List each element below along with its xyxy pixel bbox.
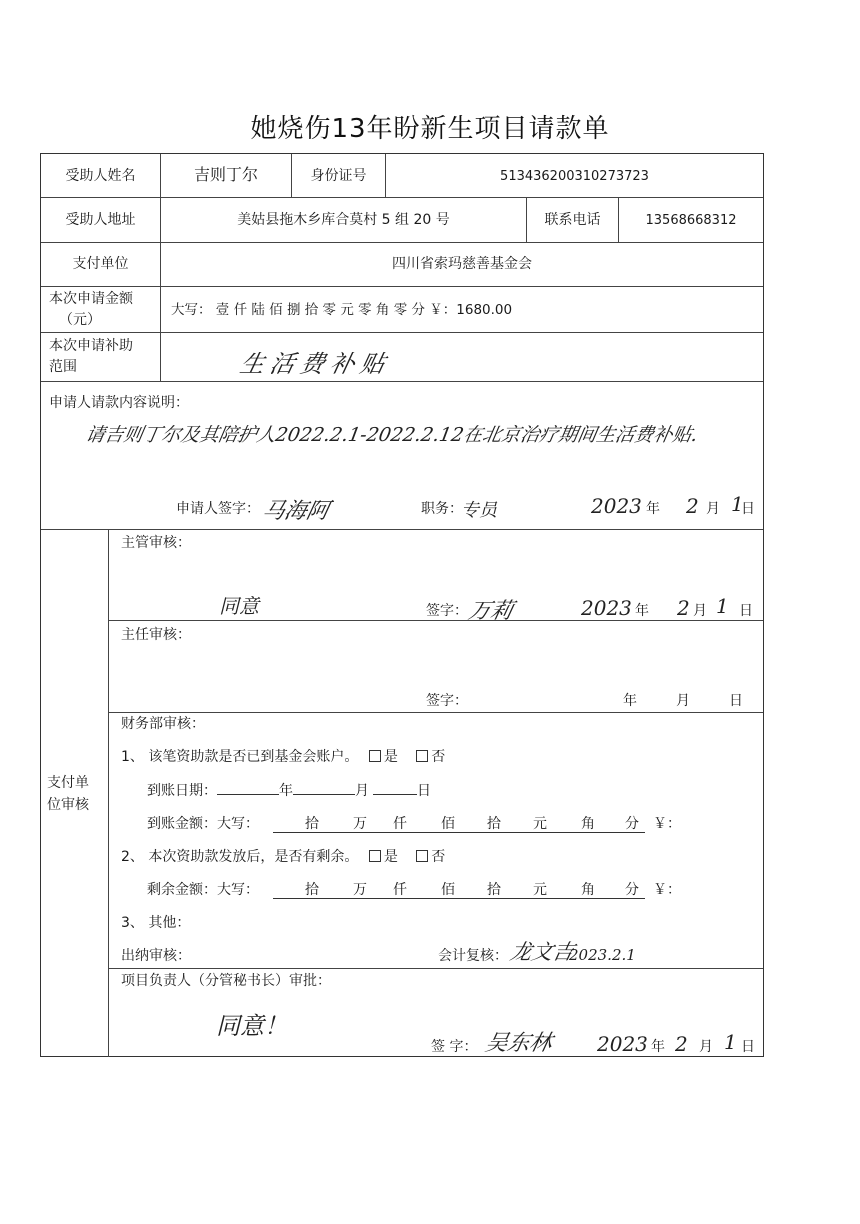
arrival-year-label: 年 bbox=[279, 783, 293, 799]
finance-q1-text: 1、 该笔资助款是否已到基金会账户。 bbox=[121, 749, 359, 765]
director-month-label: 月 bbox=[676, 693, 690, 709]
project-lead-sign-label: 签 字： bbox=[431, 1039, 478, 1055]
accountant-signature: 龙文吉 bbox=[508, 940, 577, 964]
recipient-name-value: 吉则丁尔 bbox=[193, 165, 258, 184]
remaining-unit-2: 仟 bbox=[393, 882, 407, 898]
q1-no-label: 否 bbox=[431, 749, 446, 765]
address-value: 美姑县拖木乡库合莫村 5 组 20 号 bbox=[237, 212, 450, 228]
director-sign-label: 签字： bbox=[426, 693, 468, 709]
project-lead-day-label: 日 bbox=[741, 1039, 755, 1055]
phone-label: 联系电话 bbox=[544, 212, 601, 228]
director-day-label: 日 bbox=[729, 693, 743, 709]
payer-value: 四川省索玛慈善基金会 bbox=[392, 256, 532, 272]
payer-review-label-line1: 支付单 bbox=[47, 775, 89, 791]
arrival-unit-3: 佰 bbox=[441, 816, 455, 832]
position-handwritten: 专员 bbox=[461, 500, 497, 521]
project-lead-opinion: 同意！ bbox=[216, 1012, 288, 1040]
amount-label-line1: 本次申请金额 bbox=[49, 291, 133, 307]
scope-handwritten: 生活费补贴 bbox=[237, 350, 394, 378]
project-lead-date-month: 2 bbox=[675, 1032, 688, 1056]
arrival-month-blank[interactable] bbox=[293, 780, 355, 795]
amount-value: 大写： 壹 仟 陆 佰 捌 拾 零 元 零 角 零 分 ￥：1680.00 bbox=[171, 302, 513, 318]
arrival-unit-0: 拾 bbox=[305, 816, 319, 832]
applicant-date-year: 2023 bbox=[591, 494, 642, 518]
id-number-label: 身份证号 bbox=[310, 168, 367, 184]
arrival-day-blank[interactable] bbox=[373, 780, 417, 795]
recipient-name-label: 受助人姓名 bbox=[65, 168, 136, 184]
remaining-yen-label: ￥： bbox=[653, 882, 681, 898]
project-lead-date-day: 1 bbox=[724, 1030, 737, 1054]
supervisor-year-label: 年 bbox=[635, 603, 649, 619]
finance-review-label: 财务部审核： bbox=[121, 716, 205, 732]
remaining-unit-6: 角 bbox=[581, 882, 595, 898]
accountant-date: 2023.2.1 bbox=[569, 946, 636, 964]
id-number-value: 513436200310273723 bbox=[500, 169, 649, 184]
remaining-unit-3: 佰 bbox=[441, 882, 455, 898]
arrival-unit-4: 拾 bbox=[487, 816, 501, 832]
position-label: 职务： bbox=[421, 501, 463, 517]
q1-no-checkbox[interactable] bbox=[416, 750, 428, 762]
cashier-review-label: 出纳审核： bbox=[121, 948, 191, 964]
payer-label: 支付单位 bbox=[72, 256, 129, 272]
remaining-unit-7: 分 bbox=[625, 882, 639, 898]
q2-yes-checkbox[interactable] bbox=[369, 850, 381, 862]
arrival-month-label: 月 bbox=[355, 783, 369, 799]
project-lead-label: 项目负责人（分管秘书长）审批： bbox=[121, 973, 331, 989]
q1-yes-label: 是 bbox=[383, 749, 398, 765]
supervisor-opinion: 同意 bbox=[219, 594, 259, 618]
arrival-unit-6: 角 bbox=[581, 816, 595, 832]
remaining-unit-0: 拾 bbox=[305, 882, 319, 898]
remaining-amount-label: 剩余金额：大写： bbox=[147, 882, 259, 898]
scope-label-line2: 范围 bbox=[49, 359, 77, 375]
applicant-sign-label: 申请人签字： bbox=[176, 501, 260, 517]
applicant-date-day: 1 bbox=[731, 492, 744, 516]
arrival-yen-label: ￥： bbox=[653, 816, 681, 832]
phone-value: 13568668312 bbox=[645, 213, 737, 228]
supervisor-date-day: 1 bbox=[716, 594, 729, 618]
arrival-day-label: 日 bbox=[417, 783, 431, 799]
form-title: 她烧伤13年盼新生项目请款单 bbox=[250, 114, 610, 144]
arrival-date-row bbox=[147, 780, 431, 800]
project-lead-signature: 吴东林 bbox=[482, 1031, 555, 1056]
applicant-year-label: 年 bbox=[646, 501, 660, 517]
remaining-unit-1: 万 bbox=[353, 882, 367, 898]
project-lead-date-year: 2023 bbox=[597, 1032, 648, 1056]
arrival-unit-2: 仟 bbox=[393, 816, 407, 832]
remaining-unit-4: 拾 bbox=[487, 882, 501, 898]
amount-label-line2: （元） bbox=[59, 312, 101, 328]
supervisor-date-year: 2023 bbox=[581, 596, 632, 620]
director-review-label: 主任审核： bbox=[121, 627, 191, 643]
arrival-unit-5: 元 bbox=[533, 816, 547, 832]
arrival-unit-1: 万 bbox=[353, 816, 367, 832]
address-label: 受助人地址 bbox=[65, 212, 136, 228]
finance-q2 bbox=[121, 848, 445, 866]
supervisor-day-label: 日 bbox=[739, 603, 753, 619]
q1-yes-checkbox[interactable] bbox=[369, 750, 381, 762]
finance-q2-text: 2、 本次资助款发放后，是否有剩余。 bbox=[121, 849, 359, 865]
supervisor-review-label: 主管审核： bbox=[121, 535, 191, 551]
supervisor-sign-label: 签字： bbox=[426, 603, 468, 619]
q2-no-label: 否 bbox=[431, 849, 446, 865]
project-lead-month-label: 月 bbox=[699, 1039, 713, 1055]
accountant-review-label: 会计复核： bbox=[438, 948, 508, 964]
request-form bbox=[40, 153, 764, 1057]
finance-q1 bbox=[121, 748, 445, 766]
supervisor-date-month: 2 bbox=[677, 596, 690, 620]
arrival-year-blank[interactable] bbox=[217, 780, 279, 795]
payer-review-label-line2: 位审核 bbox=[47, 797, 89, 813]
applicant-signature: 马海阿 bbox=[259, 499, 332, 524]
q2-no-checkbox[interactable] bbox=[416, 850, 428, 862]
arrival-amount-label: 到账金额：大写： bbox=[147, 816, 259, 832]
arrival-date-label: 到账日期： bbox=[147, 783, 217, 799]
applicant-month-label: 月 bbox=[706, 501, 720, 517]
explanation-label: 申请人请款内容说明： bbox=[49, 395, 189, 411]
project-lead-year-label: 年 bbox=[651, 1039, 665, 1055]
finance-q3: 3、 其他： bbox=[121, 915, 191, 931]
remaining-unit-5: 元 bbox=[533, 882, 547, 898]
scope-label-line1: 本次申请补助 bbox=[49, 338, 133, 354]
explanation-handwritten: 请吉则丁尔及其陪护人2022.2.1-2022.2.12在北京治疗期间生活费补贴. bbox=[83, 424, 700, 446]
applicant-date-month: 2 bbox=[686, 494, 699, 518]
arrival-unit-7: 分 bbox=[625, 816, 639, 832]
supervisor-signature: 万莉 bbox=[465, 599, 516, 624]
supervisor-month-label: 月 bbox=[693, 603, 707, 619]
q2-yes-label: 是 bbox=[383, 849, 398, 865]
director-year-label: 年 bbox=[623, 693, 637, 709]
applicant-day-label: 日 bbox=[741, 501, 755, 517]
